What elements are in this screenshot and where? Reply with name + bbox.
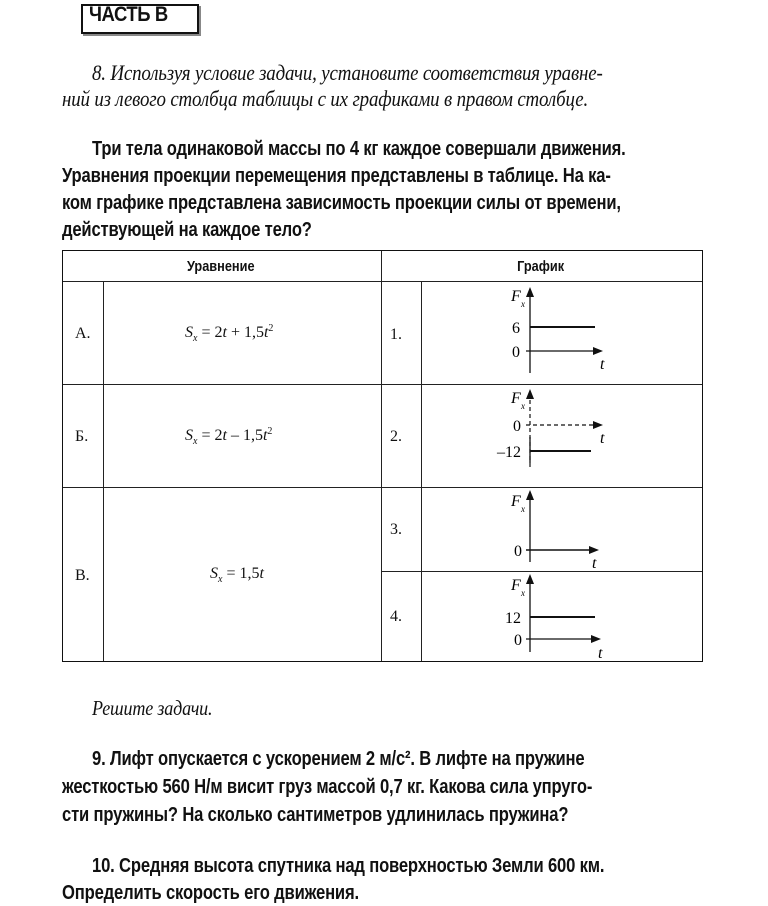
y-axis-arrow-icon (526, 574, 534, 584)
task9-line-1: 9. Лифт опускается с ускорением 2 м/с². В лифте на пружине (92, 748, 585, 770)
number-col-divider (421, 281, 422, 661)
equation-a (185, 323, 273, 344)
eq-a-rhs: = 2 (197, 324, 223, 341)
task10-line-1: 10. Средняя высота спутника над поверхностью Земли 600 км. (92, 855, 605, 877)
svg-text:x: x (521, 299, 525, 309)
row-divider-a (63, 384, 702, 385)
task8-instruction-line-2: ний из левого столбца таблицы с их графиками в правом столбце. (62, 86, 589, 111)
matching-table (62, 250, 703, 662)
eq-a-t2: t (263, 324, 269, 341)
task8-problem-line-4: действующей на каждое тело? (62, 219, 312, 241)
y-axis-arrow-icon (526, 490, 534, 500)
svg-text:F: F (511, 390, 521, 407)
svg-text:t: t (592, 555, 597, 572)
svg-text:F: F (511, 288, 521, 305)
graph-number-4: 4. (390, 608, 402, 625)
graph-number-1: 1. (390, 326, 402, 343)
eq-v-lhs: S (210, 565, 218, 582)
equation-letter-b: Б. (75, 428, 89, 445)
y-axis-arrow-icon (526, 389, 534, 399)
eq-v-sub: x (218, 574, 223, 585)
header-equation: Уравнение (186, 258, 255, 275)
eq-a-mid: + 1,5 (226, 324, 264, 341)
eq-b-rhs: = 2 (197, 427, 223, 444)
header-divider (63, 281, 702, 282)
eq-b-lhs: S (185, 427, 193, 444)
svg-text:0: 0 (513, 418, 521, 435)
task8-problem-line-1: Три тела одинаковой массы по 4 кг каждое совершали движения. (92, 138, 626, 160)
eq-b-sub: x (193, 436, 198, 447)
solve-heading: Решите задачи. (92, 696, 213, 720)
graph-number-2: 2. (390, 428, 402, 445)
graph-2-plot (483, 387, 603, 483)
graph-4-plot (483, 572, 603, 660)
eq-a-sub: x (193, 333, 198, 344)
svg-text:x: x (521, 504, 525, 514)
eq-v-t1: t (259, 565, 264, 582)
section-title: ЧАСТЬ В (89, 3, 168, 26)
task9-line-3: сти пружины? На сколько сантиметров удлинилась пружина? (62, 804, 569, 826)
equation-graph-divider (381, 251, 382, 661)
x-axis-arrow-icon (593, 347, 603, 355)
svg-text:0: 0 (512, 344, 520, 361)
x-axis-arrow-icon (591, 635, 601, 643)
equation-v (210, 565, 264, 585)
equation-letter-v: В. (75, 567, 90, 584)
eq-a-lhs: S (185, 324, 193, 341)
eq-a-pow: 2 (268, 323, 274, 334)
svg-text:t: t (600, 356, 605, 373)
task8-problem-line-2: Уравнения проекции перемещения представлены в таблице. На ка- (62, 165, 611, 187)
header-graph: График (517, 258, 565, 275)
graph-4 (483, 572, 603, 665)
eq-a-t1: t (222, 324, 227, 341)
x-axis-arrow-icon (593, 421, 603, 429)
svg-text:6: 6 (512, 320, 520, 337)
eq-b-pow: 2 (267, 426, 273, 437)
task10-line-2: Определить скорость его движения. (62, 882, 359, 904)
x-axis-arrow-icon (589, 546, 599, 554)
svg-text:F: F (511, 493, 521, 510)
svg-text:12: 12 (505, 610, 521, 627)
task8-problem-line-3: ком графике представлена зависимость проекции силы от времени, (62, 192, 621, 214)
svg-text:0: 0 (514, 543, 522, 560)
svg-text:0: 0 (514, 632, 522, 649)
graph-1-plot (483, 285, 603, 381)
eq-b-mid: – 1,5 (226, 427, 263, 444)
task8-instruction-line-1: 8. Используя условие задачи, установите соответствия уравне- (92, 60, 603, 85)
eq-b-t2: t (262, 427, 268, 444)
graph-3 (483, 488, 603, 577)
eq-v-rhs: = 1,5 (222, 565, 260, 582)
svg-text:F: F (511, 577, 521, 594)
graph-number-3: 3. (390, 521, 402, 538)
graph-3-plot (483, 488, 603, 572)
graph-2 (483, 387, 603, 488)
svg-text:x: x (521, 401, 525, 411)
task9-line-2: жесткостью 560 Н/м висит груз массой 0,7 кг. Какова сила упруго- (62, 776, 593, 798)
graph-1 (483, 285, 603, 386)
svg-text:–12: –12 (497, 444, 521, 461)
equation-b (185, 426, 272, 447)
y-axis-arrow-icon (526, 287, 534, 297)
eq-b-t1: t (222, 427, 227, 444)
svg-text:t: t (600, 430, 605, 447)
equation-letter-a: А. (75, 325, 91, 342)
svg-text:x: x (521, 588, 525, 598)
row-divider-b (63, 487, 702, 488)
letter-col-divider (103, 281, 104, 661)
svg-text:t: t (598, 645, 603, 662)
